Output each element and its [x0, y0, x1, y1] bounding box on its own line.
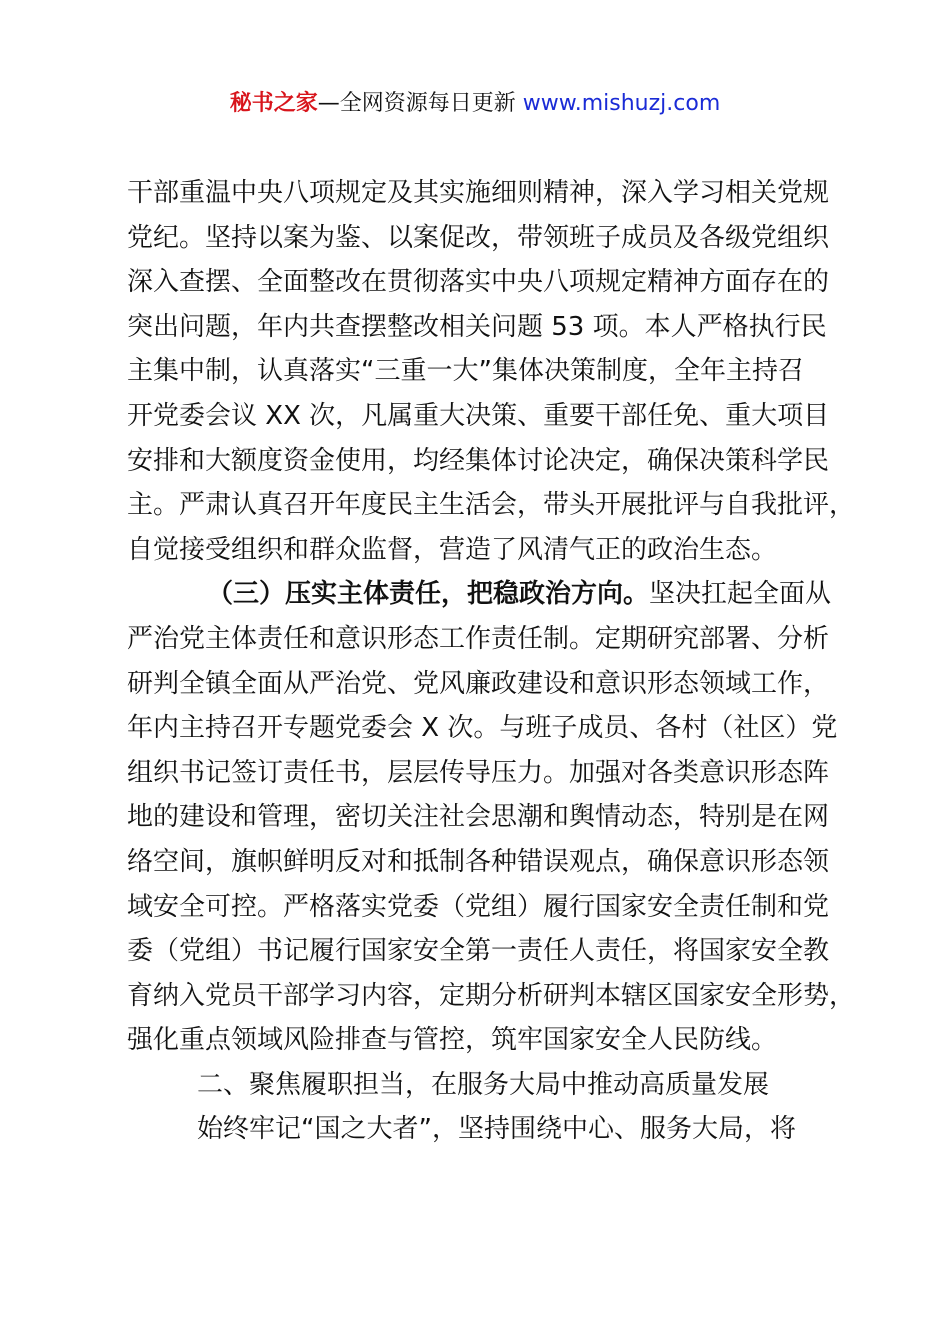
- paragraph-first-line: 始终牢记“国之大者”，坚持围绕中心、服务大局，将: [197, 1114, 796, 1145]
- header-url[interactable]: www.mishuzj.com: [522, 91, 721, 116]
- paragraph-line: 严治党主体责任和意识形态工作责任制。定期研究部署、分析: [127, 623, 830, 654]
- section-heading: 二、聚焦履职担当，在服务大局中推动高质量发展: [197, 1069, 770, 1100]
- paragraph-line: 自觉接受组织和群众监督，营造了风清气正的政治生态。: [127, 534, 778, 565]
- document-body: [127, 171, 856, 1152]
- paragraph-line: 党纪。坚持以案为鉴、以案促改，带领班子成员及各级党组织: [127, 222, 830, 253]
- paragraph-line: 强化重点领域风险排查与管控，筑牢国家安全人民防线。: [127, 1025, 778, 1056]
- paragraph-line: 育纳入党员干部学习内容，定期分析研判本辖区国家安全形势，: [127, 980, 856, 1011]
- paragraph-line: 干部重温中央八项规定及其实施细则精神，深入学习相关党规: [127, 178, 830, 208]
- paragraph-line: 地的建设和管理，密切关注社会思潮和舆情动态，特别是在网: [127, 802, 830, 833]
- header-brand: 秘书之家: [229, 91, 318, 116]
- paragraph-line: 年内主持召开专题党委会 X 次。与班子成员、各村（社区）党: [127, 713, 838, 744]
- paragraph-line: 开党委会议 XX 次，凡属重大决策、重要干部任免、重大项目: [127, 400, 830, 431]
- paragraph-first-line: [127, 572, 839, 617]
- paragraph-line: 安排和大额度资金使用，均经集体讨论决定，确保决策科学民: [127, 445, 830, 476]
- paragraph-line: 域安全可控。严格落实党委（党组）履行国家安全责任制和党: [127, 891, 830, 922]
- page-header: [0, 88, 950, 120]
- paragraph-line: 络空间，旗帜鲜明反对和抵制各种错误观点，确保意识形态领: [127, 846, 830, 877]
- paragraph-line: 主。严肃认真召开年度民主生活会，带头开展批评与自我批评，: [127, 490, 856, 521]
- header-tagline: —全网资源每日更新: [317, 91, 523, 116]
- paragraph-line: 突出问题，年内共查摆整改相关问题 53 项。本人严格执行民: [127, 311, 827, 342]
- paragraph-line: 委（党组）书记履行国家安全第一责任人责任，将国家安全教: [127, 936, 830, 967]
- paragraph-line: 主集中制，认真落实“三重一大”集体决策制度，全年主持召: [127, 356, 804, 387]
- subsection-heading: （三）压实主体责任，把稳政治方向。: [207, 579, 650, 610]
- paragraph-line: 组织书记签订责任书，层层传导压力。加强对各类意识形态阵: [127, 757, 830, 788]
- paragraph-line: 研判全镇全面从严治党、党风廉政建设和意识形态领域工作，: [127, 668, 830, 699]
- paragraph-line: 深入查摆、全面整改在贯彻落实中央八项规定精神方面存在的: [127, 267, 830, 298]
- paragraph-text: 坚决扛起全面从: [649, 579, 832, 610]
